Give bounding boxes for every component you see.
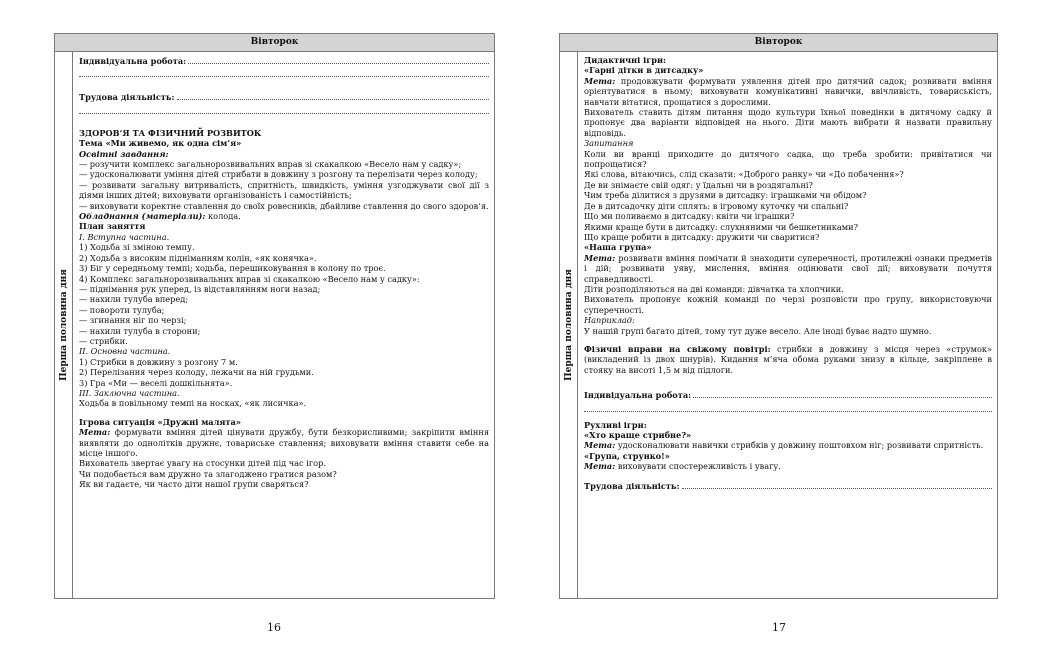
game-title: «Наша група» (584, 242, 652, 253)
equipment-value: колода. (205, 211, 241, 222)
goal-line (584, 76, 992, 107)
plan-item: 2) Ходьба з високим підніманням колін, «як конячка». (79, 252, 317, 263)
question: Що краще робити в дитсадку: дружити чи сваритися? (584, 231, 820, 242)
question: Де в дитсадочку діти сплять: в ігровому куточку чи спальні? (584, 200, 849, 211)
game-line: Вихователь звертає увагу на стосунки дітей під час ігор. (79, 458, 326, 469)
game-intro: Вихователь ставить дітям питання щодо культури їхньої поведінки в дитячому садку й пропонує два варіанти відповідей на нього. Діти мають вибрати й назвати правильну відповідь. (584, 107, 992, 138)
individual-work-field (584, 389, 992, 400)
example-text: У нашій групі багато дітей, тому тут дуже весело. Але іноді буває надто шумно. (584, 325, 932, 336)
goal-label: Мета: (584, 461, 616, 472)
plan-item: — нахили тулуба в сторони; (79, 325, 201, 336)
game-line: Діти розподіляються на дві команди: дівчатка та хлопчики. (584, 283, 844, 294)
plan-item: 4) Комплекс загальнорозвивальних вправ зі скакалкою «Весело нам у садку»: (79, 273, 420, 284)
game-line: Вихователь пропонує кожній команді по черзі розповісти про групу, використовуючи суперечності. (584, 294, 992, 315)
left-page (54, 33, 495, 599)
game-title: «Хто краще стрибне?» (584, 430, 692, 440)
goal-label: Мета: (584, 440, 616, 451)
side-label: Перша половина дня (563, 268, 574, 381)
fill-line (79, 103, 489, 114)
plan-item: — стрибки. (79, 335, 128, 346)
equipment-label: Обладнання (матеріали): (79, 211, 206, 222)
labor-field (79, 91, 489, 102)
part-title: І. Вступна частина. (79, 231, 170, 242)
question: Чим треба ділитися з друзями в дитсадку: іграшками чи обідом? (584, 190, 867, 201)
question: Коли ви вранці приходите до дитячого садка, що треба зробити: привітатися чи попрощатися? (584, 148, 992, 170)
page-header: Вівторок (55, 34, 494, 52)
labor-field (584, 480, 992, 491)
goal-text: формувати вміння дітей цінувати дружбу, бути безкорисливими; закріпити вміння виявляти до однолітків дружнє, товариське ставлення; виховувати вміння ставити себе на місце іншого. (79, 427, 489, 458)
side-column (55, 51, 73, 598)
goal-text: розвивати вміння помічати й знаходити суперечності, протилежні ознаки предметів і дій; розвивати уяву, мислення, вміння оцінювати свої дії; виховувати почуття справедливості. (584, 252, 992, 284)
outdoor-label: Фізичні вправи на свіжому повітрі: (584, 343, 771, 354)
page-content (79, 55, 489, 596)
question: Які слова, вітаючись, слід сказати: «Доброго ранку» чи «До побачення»? (584, 169, 904, 180)
part-title: ІІІ. Заключна частина. (79, 387, 180, 398)
game-line: Як ви гадаєте, чи часто діти нашої групи сваряться? (79, 479, 309, 490)
fill-line (188, 55, 489, 64)
game-title: «Група, струнко!» (584, 450, 670, 461)
question: Де ви знімаєте свій одяг: у їдальні чи в роздягальні? (584, 179, 813, 190)
task-item: — розвивати загальну витривалість, спритність, швидкість, уміння узгоджувати свої дії з діями інших дітей; виховувати організованість і самостійність; (79, 179, 489, 201)
fill-line (177, 91, 489, 100)
game-title: Ігрова ситуація «Дружні малята» (79, 416, 241, 427)
game-line: Чи подобається вам дружно та злагоджено гратися разом? (79, 468, 337, 479)
goal-label: Мета: (584, 75, 616, 86)
fill-line (682, 480, 992, 489)
fill-line (584, 401, 992, 412)
active-games-title: Рухливі ігри: (584, 419, 647, 430)
part-title: ІІ. Основна частина. (79, 346, 171, 357)
goal-line (584, 440, 992, 450)
individual-work-field (79, 55, 489, 66)
plan-item: — піднімання рук уперед, із відставлянням ноги назад; (79, 283, 321, 294)
plan-item: 2) Перелізання через колоду, лежачи на ній грудьми. (79, 367, 314, 378)
side-label: Перша половина дня (58, 268, 69, 381)
section-title: ЗДОРОВ’Я ТА ФІЗИЧНИЙ РОЗВИТОК (79, 127, 262, 138)
right-page (559, 33, 998, 599)
page-content (584, 55, 992, 596)
goal-label: Мета: (79, 427, 111, 438)
plan-title: План заняття (79, 221, 146, 232)
goal-text: продовжувати формувати уявлення дітей про дитячий садок; розвивати вміння орієнтуватися в ньому; виховувати комунікативні навички, ввічливість, товариськість, навчати вітатися, прощатися з дорослими. (584, 75, 992, 107)
plan-item: 1) Ходьба зі зміною темпу. (79, 242, 195, 253)
individual-work-label: Індивідуальна робота: (79, 56, 187, 66)
page-number: 17 (772, 621, 786, 634)
labor-label: Трудова діяльність: (584, 480, 680, 491)
task-item: — удосконалювати уміння дітей стрибати в довжину з розгону та перелізати через колоду; (79, 169, 478, 180)
didactic-title: Дидактичні ігри: (584, 55, 667, 65)
plan-item: Ходьба в повільному темпі на носках, «як лисичка». (79, 398, 307, 409)
tasks-label: Освітні завдання: (79, 148, 169, 159)
game-title: «Гарні дітки в дитсадку» (584, 65, 704, 76)
example-label: Наприклад: (584, 315, 635, 326)
goal-text: удосконалювати навички стрибків у довжину поштовхом ніг; розвивати спритність. (615, 440, 984, 451)
goal-line (584, 253, 992, 284)
task-item: — виховувати коректне ставлення до своїх ровесників, дбайливе ставлення до свого здоров’я. (79, 200, 489, 211)
page-number: 16 (267, 621, 281, 634)
side-column (560, 51, 578, 598)
goal-line (79, 427, 489, 458)
goal-line (584, 461, 992, 471)
plan-item: — нахили тулуба вперед; (79, 294, 189, 305)
outdoor-text: стрибки в довжину з місця через «струмок» (викладений із двох шнурів). Кидання м’яча обома руками знизу в кільце, закріплене в стояку на висоті 1,5 м від підлоги. (584, 343, 993, 375)
fill-line (79, 66, 489, 77)
equipment-line (79, 211, 489, 221)
individual-work-label: Індивідуальна робота: (584, 390, 692, 401)
plan-item: — згинання ніг по черзі; (79, 315, 187, 326)
goal-text: виховувати спостережливість і увагу. (615, 461, 781, 472)
plan-item: 1) Стрибки в довжину з розгону 7 м. (79, 356, 238, 367)
outdoor-exercises (584, 344, 992, 375)
page-header: Вівторок (560, 34, 997, 52)
questions-label: Запитання (584, 138, 634, 149)
task-item: — розучити комплекс загальнорозвивальних вправ зі скакалкою «Весело нам у садку»; (79, 159, 462, 170)
question: Якими краще бути в дитсадку: слухняними чи бешкетниками? (584, 221, 858, 232)
labor-label: Трудова діяльність: (79, 92, 175, 103)
plan-item: — повороти тулуба; (79, 304, 165, 315)
plan-item: 3) Біг у середньому темпі; ходьба, перешиковування в колону по троє. (79, 263, 386, 274)
goal-label: Мета: (584, 252, 616, 263)
question: Що ми поливаємо в дитсадку: квіти чи іграшки? (584, 211, 795, 222)
fill-line (693, 389, 992, 398)
theme-title: Тема «Ми живемо, як одна сім’я» (79, 138, 242, 149)
plan-item: 3) Гра «Ми — веселі дошкільнята». (79, 377, 233, 388)
